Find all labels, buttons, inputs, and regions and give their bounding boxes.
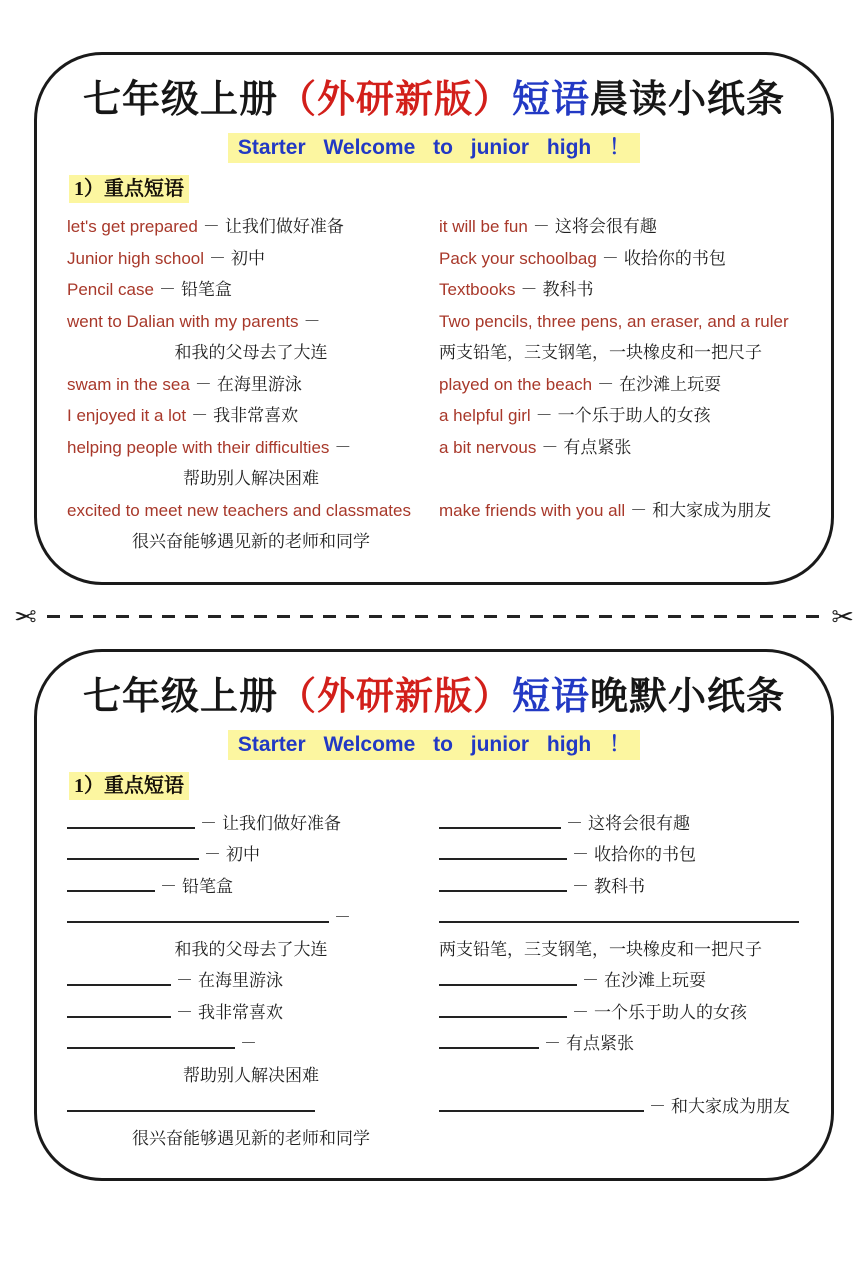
phrase-chinese: 有点紧张 <box>566 1034 634 1053</box>
dash-separator: － <box>191 406 209 425</box>
phrase-cell <box>67 1060 435 1092</box>
answer-blank <box>439 877 567 892</box>
evening-card-title <box>67 672 801 722</box>
phrase-english: it will be fun <box>439 217 528 236</box>
phrase-cell <box>439 934 801 966</box>
phrase-cell <box>67 1123 435 1155</box>
phrase-english: a helpful girl <box>439 406 531 425</box>
title-phrase: 短语 <box>512 675 591 718</box>
phrase-cell <box>67 526 435 558</box>
title-grade: 七年级上册 <box>82 675 278 718</box>
unit-subtitle-text: Starter Welcome to junior high ！ <box>228 730 640 760</box>
dash-separator: － <box>532 217 550 236</box>
phrase-english: Pack your schoolbag <box>439 248 597 268</box>
phrase-chinese: 初中 <box>226 845 260 864</box>
phrase-chinese: 帮助别人解决困难 <box>183 469 319 488</box>
dash-separator: － <box>240 1034 257 1053</box>
phrase-cell <box>67 1028 435 1060</box>
title-grade: 七年级上册 <box>82 79 278 121</box>
phrase-chinese: 和大家成为朋友 <box>671 1097 790 1116</box>
phrase-cell <box>67 337 435 369</box>
phrase-english: Textbooks <box>439 280 516 299</box>
answer-blank <box>67 845 199 860</box>
phrase-english: went to Dalian with my parents <box>67 311 299 331</box>
dash-separator: － <box>597 374 615 394</box>
unit-subtitle <box>67 730 801 760</box>
phrase-cell <box>439 495 801 527</box>
phrase-english: played on the beach <box>439 374 593 394</box>
title-edition: （外研新版） <box>277 675 512 718</box>
phrase-chinese: 一个乐于助人的女孩 <box>594 1002 747 1022</box>
title-name: 晨读小纸条 <box>590 79 786 121</box>
answer-blank <box>67 1034 235 1049</box>
dash-separator: － <box>194 374 212 394</box>
section-label-text: 1）重点短语 <box>69 175 189 203</box>
phrase-chinese: 让我们做好准备 <box>224 217 344 236</box>
dash-separator: － <box>204 845 221 864</box>
dash-separator: － <box>158 280 176 299</box>
phrase-cell <box>67 871 435 903</box>
dash-separator: － <box>176 1002 193 1022</box>
phrase-english: helping people with their difficulties <box>67 437 330 457</box>
phrase-chinese: 在沙滩上玩耍 <box>619 374 722 394</box>
scissors-icon: ✂ <box>14 601 37 632</box>
answer-blank <box>67 1097 315 1112</box>
phrase-cell <box>67 463 435 495</box>
answer-blank <box>439 1097 644 1112</box>
answer-blank <box>439 1034 539 1049</box>
phrase-cell <box>439 526 801 558</box>
dash-separator: － <box>303 311 321 331</box>
phrase-chinese: 这将会很有趣 <box>588 813 690 833</box>
phrase-cell <box>67 965 435 997</box>
dash-separator: － <box>160 876 177 896</box>
worksheet-page <box>0 52 868 1279</box>
title-phrase: 短语 <box>512 79 591 121</box>
phrase-chinese: 帮助别人解决困难 <box>183 1065 319 1085</box>
dash-separator: － <box>572 1002 589 1022</box>
phrase-cell <box>439 1060 801 1092</box>
phrase-cell <box>439 871 801 903</box>
dash-separator: － <box>541 437 559 457</box>
morning-card <box>34 52 834 585</box>
phrase-chinese: 铅笔盒 <box>180 280 232 299</box>
dash-separator: － <box>535 406 553 425</box>
title-edition: （外研新版） <box>277 79 512 121</box>
phrase-cell <box>67 997 435 1029</box>
dash-separator: － <box>176 971 193 990</box>
phrase-english: make friends with you all <box>439 500 626 520</box>
phrase-cell <box>67 369 435 401</box>
dash-separator: － <box>630 500 648 520</box>
phrase-cell <box>67 432 435 464</box>
phrase-chinese: 和大家成为朋友 <box>652 500 772 520</box>
phrase-english: Two pencils, three pens, an eraser, and a ruler <box>439 311 789 331</box>
phrase-chinese: 收拾你的书包 <box>623 248 726 268</box>
phrase-cell <box>67 495 435 527</box>
dash-separator: － <box>649 1097 666 1116</box>
phrase-chinese: 在海里游泳 <box>198 971 283 990</box>
answer-blank <box>67 814 195 829</box>
dash-separator: － <box>520 280 538 299</box>
section-label-text: 1）重点短语 <box>69 772 189 800</box>
cut-line <box>14 601 854 633</box>
answer-blank <box>439 845 567 860</box>
phrase-chinese: 和我的父母去了大连 <box>174 939 328 959</box>
phrase-cell <box>67 400 435 432</box>
dash-separator: － <box>572 845 589 864</box>
phrase-cell <box>439 1028 801 1060</box>
phrase-english: a bit nervous <box>439 437 537 457</box>
phrase-cell <box>67 934 435 966</box>
phrase-cell <box>439 432 801 464</box>
phrase-chinese: 我非常喜欢 <box>213 406 299 425</box>
morning-phrase-grid <box>67 211 801 558</box>
phrase-chinese: 初中 <box>231 248 266 268</box>
dashed-cut-rule <box>47 615 822 618</box>
phrase-chinese: 教科书 <box>542 280 594 299</box>
phrase-chinese: 和我的父母去了大连 <box>174 343 328 362</box>
phrase-english: Pencil case <box>67 280 154 299</box>
section-label <box>69 175 801 203</box>
answer-blank <box>67 971 171 986</box>
morning-card-title <box>67 75 801 125</box>
phrase-chinese: 我非常喜欢 <box>198 1002 283 1022</box>
phrase-chinese: 很兴奋能够遇见新的老师和同学 <box>132 532 370 551</box>
phrase-cell <box>67 243 435 275</box>
phrase-chinese: 两支铅笔，三支钢笔，一块橡皮和一把尺子 <box>439 343 762 362</box>
answer-blank <box>439 814 561 829</box>
phrase-cell <box>439 965 801 997</box>
answer-blank <box>439 971 577 986</box>
phrase-cell <box>439 274 801 306</box>
dash-separator: － <box>334 908 351 927</box>
phrase-cell <box>439 211 801 243</box>
phrase-cell <box>439 839 801 871</box>
phrase-cell <box>439 463 801 495</box>
answer-blank <box>439 908 799 923</box>
phrase-chinese: 很兴奋能够遇见新的老师和同学 <box>132 1128 370 1148</box>
phrase-cell <box>67 839 435 871</box>
phrase-chinese: 收拾你的书包 <box>594 845 696 864</box>
phrase-chinese: 有点紧张 <box>563 437 632 457</box>
dash-separator: － <box>200 813 217 833</box>
phrase-chinese: 让我们做好准备 <box>222 813 341 833</box>
phrase-cell <box>67 1091 435 1123</box>
answer-blank <box>67 877 155 892</box>
phrase-cell <box>67 306 435 338</box>
phrase-cell <box>439 997 801 1029</box>
phrase-cell <box>439 243 801 275</box>
dash-separator: － <box>582 971 599 990</box>
scissors-icon: ✂ <box>831 601 854 632</box>
dash-separator: － <box>572 876 589 896</box>
unit-subtitle <box>67 133 801 163</box>
phrase-cell <box>439 1123 801 1155</box>
phrase-cell <box>439 369 801 401</box>
phrase-cell <box>67 274 435 306</box>
phrase-cell <box>439 306 801 338</box>
title-name: 晚默小纸条 <box>590 675 786 718</box>
dash-separator: － <box>566 813 583 833</box>
answer-blank <box>67 1003 171 1018</box>
dash-separator: － <box>544 1034 561 1053</box>
phrase-english: Junior high school <box>67 248 205 268</box>
phrase-cell <box>67 902 435 934</box>
phrase-chinese: 一个乐于助人的女孩 <box>557 406 711 425</box>
phrase-chinese: 在沙滩上玩耍 <box>604 971 706 990</box>
phrase-cell <box>439 337 801 369</box>
dash-separator: － <box>209 248 227 268</box>
dash-separator: － <box>334 437 352 457</box>
phrase-chinese: 教科书 <box>594 876 645 896</box>
answer-blank <box>439 1003 567 1018</box>
phrase-english: I enjoyed it a lot <box>67 406 187 425</box>
phrase-chinese: 铅笔盒 <box>182 876 233 896</box>
phrase-chinese: 两支铅笔，三支钢笔，一块橡皮和一把尺子 <box>439 939 762 959</box>
phrase-english: let's get prepared <box>67 217 198 236</box>
dash-separator: － <box>601 248 619 268</box>
phrase-english: swam in the sea <box>67 374 190 394</box>
phrase-cell <box>67 808 435 840</box>
phrase-cell <box>439 902 801 934</box>
section-label <box>69 772 801 800</box>
phrase-cell <box>67 211 435 243</box>
evening-phrase-grid <box>67 808 801 1155</box>
phrase-english: excited to meet new teachers and classmates <box>67 500 411 520</box>
phrase-chinese: 在海里游泳 <box>216 374 302 394</box>
evening-card <box>34 649 834 1182</box>
dash-separator: － <box>202 217 220 236</box>
phrase-cell <box>439 400 801 432</box>
unit-subtitle-text: Starter Welcome to junior high ！ <box>228 133 640 163</box>
phrase-chinese: 这将会很有趣 <box>554 217 657 236</box>
phrase-cell <box>439 1091 801 1123</box>
answer-blank <box>67 908 329 923</box>
phrase-cell <box>439 808 801 840</box>
